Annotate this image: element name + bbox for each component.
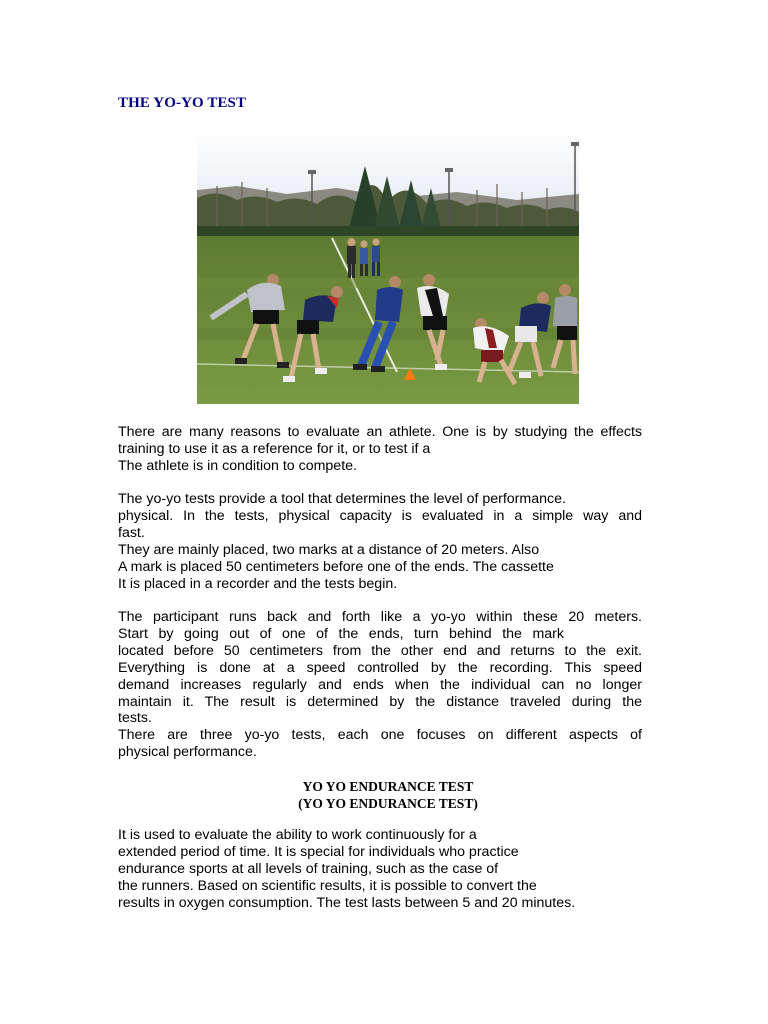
paragraph-line: demand increases regularly and ends when the individual can no longer (118, 676, 642, 693)
paragraph-line: physical performance. (118, 744, 257, 761)
paragraph-line: A mark is placed 50 centimeters before one of the ends. The cassette (118, 558, 554, 575)
athletes-training-photo (197, 128, 579, 404)
paragraph-endurance (118, 827, 642, 912)
section-heading (118, 778, 658, 812)
paragraph-line: The yo-yo tests provide a tool that determines the level of performance. (118, 491, 566, 507)
paragraph-line: It is placed in a recorder and the tests begin. (118, 575, 398, 592)
document-title: THE YO-YO TEST (118, 95, 247, 111)
paragraph-line: results in oxygen consumption. The test lasts between 5 and 20 minutes. (118, 894, 576, 911)
paragraph-procedure (118, 609, 642, 761)
paragraph-line: the runners. Based on scientific results, it is possible to convert the (118, 877, 537, 894)
section-heading-line2: (YO YO ENDURANCE TEST) (298, 796, 478, 811)
paragraph-line: physical. In the tests, physical capacity is evaluated in a simple way and (118, 507, 642, 524)
paragraph-line: There are many reasons to evaluate an athlete. One is by studying the effects (118, 424, 642, 440)
paragraph-line: tests. (118, 710, 152, 727)
paragraph-line: It is used to evaluate the ability to work continuously for a (118, 827, 477, 843)
paragraph-line: They are mainly placed, two marks at a distance of 20 meters. Also (118, 541, 540, 558)
paragraph-line: Everything is done at a speed controlled by the recording. This speed (118, 659, 642, 676)
paragraph-tool (118, 491, 642, 592)
paragraph-line: The athlete is in condition to compete. (118, 457, 357, 474)
paragraph-line: There are three yo-yo tests, each one focuses on different aspects of (118, 727, 642, 744)
paragraph-line: Start by going out of one of the ends, turn behind the mark (118, 625, 564, 642)
paragraph-line: located before 50 centimeters from the other end and returns to the exit. (118, 642, 642, 659)
paragraph-line: extended period of time. It is special for individuals who practice (118, 843, 519, 860)
paragraph-line: endurance sports at all levels of training, such as the case of (118, 860, 499, 877)
paragraph-reasons (118, 424, 642, 475)
section-heading-line1: YO YO ENDURANCE TEST (302, 779, 474, 794)
paragraph-line: training to use it as a reference for it, or to test if a (118, 440, 431, 457)
paragraph-line: The participant runs back and forth like a yo-yo within these 20 meters. (118, 609, 642, 625)
paragraph-line: maintain it. The result is determined by the distance traveled during the (118, 693, 642, 710)
paragraph-line: fast. (118, 524, 145, 541)
